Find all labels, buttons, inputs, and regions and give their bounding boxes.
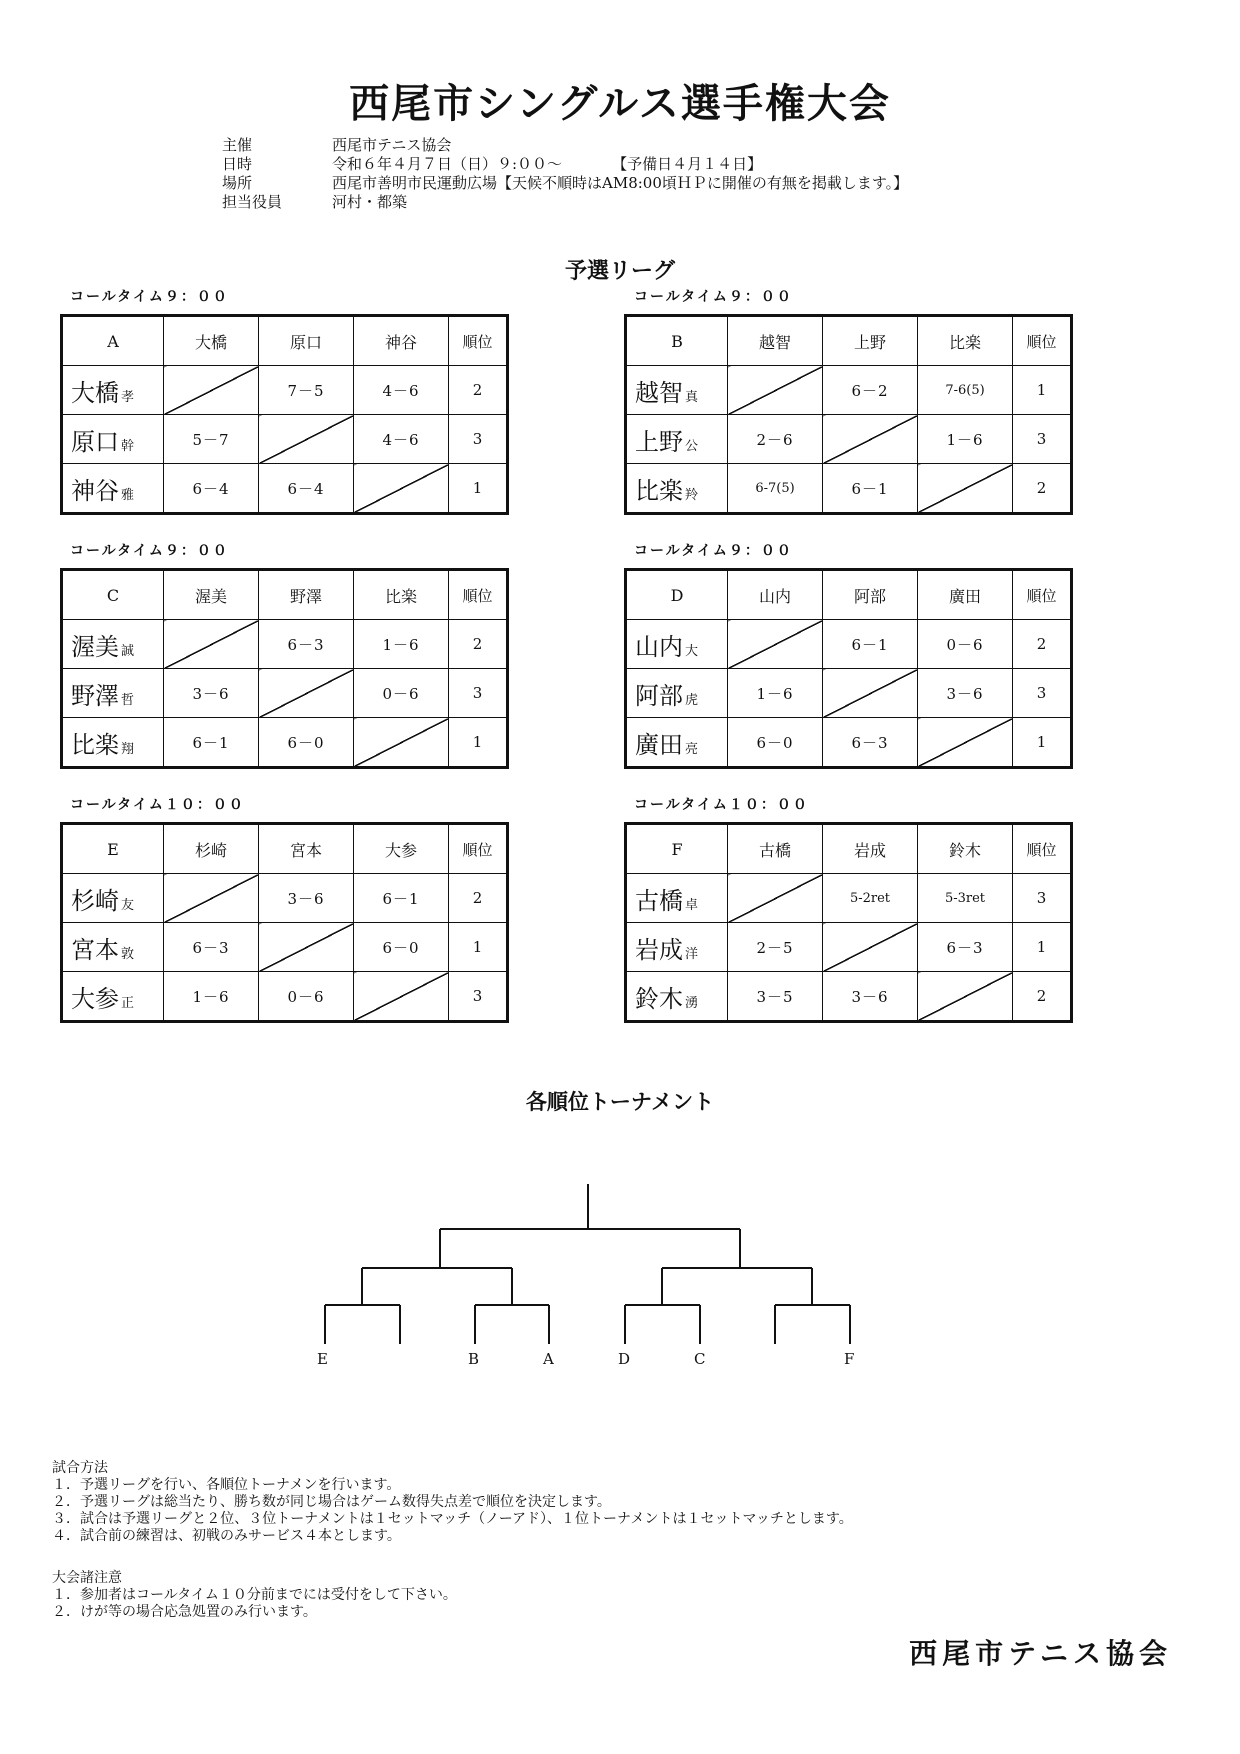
group-id: B <box>626 316 728 366</box>
player-given-name: 哲 <box>121 692 135 708</box>
table-row <box>626 972 1072 1022</box>
table-row <box>626 669 1072 718</box>
opponent-header: 大参 <box>354 824 449 874</box>
player-given-name: 公 <box>685 438 699 454</box>
info-value: 河村・都築 <box>332 193 408 211</box>
match-score: 6－1 <box>354 874 449 923</box>
player-name <box>62 669 164 718</box>
match-score: 6－0 <box>728 718 823 768</box>
info-organizer <box>222 136 908 155</box>
player-name <box>62 923 164 972</box>
opponent-header: 宮本 <box>259 824 354 874</box>
player-given-name: 翔 <box>121 741 135 757</box>
league-table-c <box>60 568 509 769</box>
rank-header: 順位 <box>449 570 508 620</box>
table-header-row <box>62 316 508 366</box>
player-family-name: 山内 <box>635 632 683 661</box>
player-rank: 3 <box>449 415 508 464</box>
match-score: 4－6 <box>354 366 449 415</box>
match-score: 6－3 <box>259 620 354 669</box>
player-family-name: 岩成 <box>635 935 683 964</box>
self-match-cell <box>728 620 823 669</box>
opponent-header: 廣田 <box>918 570 1013 620</box>
self-match-cell <box>259 415 354 464</box>
match-score: 6－4 <box>164 464 259 514</box>
player-given-name: 亮 <box>685 741 699 757</box>
match-score: 1－6 <box>164 972 259 1022</box>
player-rank: 2 <box>449 874 508 923</box>
player-given-name: 正 <box>121 995 135 1011</box>
player-name <box>62 415 164 464</box>
player-family-name: 原口 <box>71 427 119 456</box>
table-row <box>62 923 508 972</box>
match-score: 5－7 <box>164 415 259 464</box>
match-score: 6-7(5) <box>728 464 823 514</box>
calltime-label: コールタイム１０：００ <box>634 797 809 813</box>
player-family-name: 比楽 <box>71 730 119 759</box>
event-info <box>222 136 908 212</box>
match-score: 0－6 <box>354 669 449 718</box>
page-title: 西尾市シングルス選手権大会 <box>349 81 891 127</box>
match-score: 0－6 <box>918 620 1013 669</box>
tournament-title: 各順位トーナメント <box>525 1089 715 1114</box>
player-rank: 3 <box>1013 415 1072 464</box>
opponent-header: 阿部 <box>823 570 918 620</box>
player-name <box>626 669 728 718</box>
table-row <box>626 874 1072 923</box>
table-row <box>626 366 1072 415</box>
rules-title: 試合方法 <box>52 1460 108 1476</box>
player-rank: 3 <box>449 972 508 1022</box>
info-officials <box>222 193 908 212</box>
player-rank: 2 <box>449 620 508 669</box>
player-rank: 1 <box>449 464 508 514</box>
opponent-header: 鈴木 <box>918 824 1013 874</box>
opponent-header: 越智 <box>728 316 823 366</box>
league-table-d <box>624 568 1073 769</box>
table-row <box>62 874 508 923</box>
player-rank: 1 <box>1013 923 1072 972</box>
notices-section <box>52 1570 457 1621</box>
tournament-bracket <box>300 1184 880 1384</box>
player-rank: 2 <box>1013 972 1072 1022</box>
opponent-header: 野澤 <box>259 570 354 620</box>
player-name <box>626 972 728 1022</box>
player-rank: 2 <box>449 366 508 415</box>
opponent-header: 古橋 <box>728 824 823 874</box>
player-family-name: 上野 <box>635 427 683 456</box>
opponent-header: 比楽 <box>918 316 1013 366</box>
player-family-name: 野澤 <box>71 681 119 710</box>
match-score: 1－6 <box>354 620 449 669</box>
player-name <box>626 620 728 669</box>
info-label: 主催 <box>222 136 253 154</box>
self-match-cell <box>728 874 823 923</box>
player-name <box>62 620 164 669</box>
player-family-name: 阿部 <box>635 681 683 710</box>
info-label: 担当役員 <box>222 193 283 211</box>
player-family-name: 越智 <box>635 378 683 407</box>
table-row <box>62 669 508 718</box>
player-family-name: 宮本 <box>71 935 119 964</box>
player-name <box>62 972 164 1022</box>
notice-item: １．参加者はコールタイム１０分前までには受付をして下さい。 <box>52 1587 457 1603</box>
group-id: F <box>626 824 728 874</box>
player-rank: 2 <box>1013 620 1072 669</box>
bracket-slot-5: C <box>694 1350 706 1368</box>
table-header-row <box>62 570 508 620</box>
table-row <box>626 923 1072 972</box>
opponent-header: 岩成 <box>823 824 918 874</box>
match-score: 3－6 <box>259 874 354 923</box>
player-name <box>626 464 728 514</box>
organizer-signature: 西尾市テニス協会 <box>909 1637 1172 1670</box>
player-given-name: 虎 <box>685 692 699 708</box>
table-row <box>626 464 1072 514</box>
bracket-slot-1: E <box>317 1350 328 1368</box>
player-rank: 3 <box>1013 874 1072 923</box>
info-label: 場所 <box>222 174 253 192</box>
table-row <box>62 718 508 768</box>
rank-header: 順位 <box>1013 316 1072 366</box>
player-given-name: 湧 <box>685 995 699 1011</box>
player-name <box>62 366 164 415</box>
table-header-row <box>626 824 1072 874</box>
bracket-slot-4: D <box>618 1350 631 1368</box>
self-match-cell <box>918 718 1013 768</box>
table-row <box>626 415 1072 464</box>
player-given-name: 卓 <box>685 897 699 913</box>
player-family-name: 大参 <box>71 984 119 1013</box>
self-match-cell <box>164 366 259 415</box>
player-name <box>626 415 728 464</box>
match-score: 3－5 <box>728 972 823 1022</box>
match-score: 6－3 <box>823 718 918 768</box>
group-id: D <box>626 570 728 620</box>
notices-title: 大会諸注意 <box>52 1570 122 1586</box>
self-match-cell <box>918 972 1013 1022</box>
player-family-name: 大橋 <box>71 378 119 407</box>
match-score: 2－6 <box>728 415 823 464</box>
player-given-name: 雅 <box>121 487 135 503</box>
match-score: 4－6 <box>354 415 449 464</box>
player-given-name: 友 <box>121 897 135 913</box>
table-row <box>62 366 508 415</box>
table-row <box>62 464 508 514</box>
self-match-cell <box>164 874 259 923</box>
opponent-header: 原口 <box>259 316 354 366</box>
match-score: 6－0 <box>354 923 449 972</box>
table-row <box>626 620 1072 669</box>
group-id: A <box>62 316 164 366</box>
match-score: 6－3 <box>918 923 1013 972</box>
player-rank: 3 <box>449 669 508 718</box>
table-row <box>62 972 508 1022</box>
opponent-header: 大橋 <box>164 316 259 366</box>
player-family-name: 神谷 <box>71 476 119 505</box>
calltime-label: コールタイム９：００ <box>70 289 229 305</box>
player-given-name: 洋 <box>685 946 699 962</box>
self-match-cell <box>823 923 918 972</box>
match-score: 2－5 <box>728 923 823 972</box>
notice-item: ２．けが等の場合応急処置のみ行います。 <box>52 1604 317 1620</box>
league-table-b <box>624 314 1073 515</box>
player-given-name: 誠 <box>121 643 135 659</box>
player-rank: 2 <box>1013 464 1072 514</box>
table-header-row <box>626 316 1072 366</box>
calltime-label: コールタイム９：００ <box>634 289 793 305</box>
opponent-header: 神谷 <box>354 316 449 366</box>
match-score: 1－6 <box>728 669 823 718</box>
league-title: 予選リーグ <box>564 258 675 284</box>
player-given-name: 真 <box>685 389 699 405</box>
league-table-f <box>624 822 1073 1023</box>
match-score: 5-3ret <box>918 874 1013 923</box>
table-row <box>62 620 508 669</box>
table-row <box>62 415 508 464</box>
rank-header: 順位 <box>449 316 508 366</box>
match-score: 3－6 <box>918 669 1013 718</box>
player-family-name: 廣田 <box>635 730 683 759</box>
player-given-name: 大 <box>685 643 699 659</box>
match-score: 6－1 <box>164 718 259 768</box>
player-rank: 1 <box>1013 718 1072 768</box>
bracket-slot-3: A <box>543 1350 554 1368</box>
player-rank: 1 <box>449 718 508 768</box>
opponent-header: 渥美 <box>164 570 259 620</box>
player-name <box>626 718 728 768</box>
info-note: 【予備日４月１４日】 <box>612 155 763 173</box>
rule-item: １．予選リーグを行い、各順位トーナメンを行います。 <box>52 1477 401 1493</box>
bracket-slot-6: F <box>844 1350 855 1368</box>
self-match-cell <box>823 415 918 464</box>
player-name <box>62 874 164 923</box>
player-family-name: 比楽 <box>635 476 683 505</box>
player-name <box>626 874 728 923</box>
rule-item: ２．予選リーグは総当たり、勝ち数が同じ場合はゲーム数得失点差で順位を決定します。 <box>52 1494 611 1510</box>
player-given-name: 羚 <box>685 487 699 503</box>
player-rank: 3 <box>1013 669 1072 718</box>
opponent-header: 比楽 <box>354 570 449 620</box>
opponent-header: 山内 <box>728 570 823 620</box>
self-match-cell <box>354 972 449 1022</box>
self-match-cell <box>823 669 918 718</box>
match-score: 5-2ret <box>823 874 918 923</box>
league-table-a <box>60 314 509 515</box>
player-family-name: 渥美 <box>71 632 119 661</box>
match-score: 0－6 <box>259 972 354 1022</box>
match-score: 1－6 <box>918 415 1013 464</box>
match-score: 3－6 <box>164 669 259 718</box>
info-value: 西尾市善明市民運動広場【天候不順時はAM8:00頃ＨＰに開催の有無を掲載します。】 <box>332 174 909 192</box>
player-family-name: 杉崎 <box>71 886 119 915</box>
self-match-cell <box>259 923 354 972</box>
rank-header: 順位 <box>1013 824 1072 874</box>
self-match-cell <box>354 464 449 514</box>
match-score: 7－5 <box>259 366 354 415</box>
table-header-row <box>626 570 1072 620</box>
info-label: 日時 <box>222 155 253 173</box>
player-name <box>626 366 728 415</box>
player-given-name: 幹 <box>121 438 135 454</box>
opponent-header: 上野 <box>823 316 918 366</box>
match-score: 3－6 <box>823 972 918 1022</box>
player-given-name: 敦 <box>121 946 135 962</box>
match-score: 6－3 <box>164 923 259 972</box>
match-score: 6－2 <box>823 366 918 415</box>
self-match-cell <box>259 669 354 718</box>
table-row <box>626 718 1072 768</box>
self-match-cell <box>164 620 259 669</box>
player-family-name: 古橋 <box>635 886 683 915</box>
rank-header: 順位 <box>449 824 508 874</box>
rank-header: 順位 <box>1013 570 1072 620</box>
info-venue <box>222 174 908 193</box>
player-name <box>62 718 164 768</box>
player-name <box>62 464 164 514</box>
calltime-label: コールタイム１０：００ <box>70 797 245 813</box>
player-rank: 1 <box>449 923 508 972</box>
calltime-label: コールタイム９：００ <box>70 543 229 559</box>
self-match-cell <box>728 366 823 415</box>
self-match-cell <box>354 718 449 768</box>
player-given-name: 孝 <box>121 389 135 405</box>
match-score: 6－4 <box>259 464 354 514</box>
table-header-row <box>62 824 508 874</box>
player-rank: 1 <box>1013 366 1072 415</box>
group-id: C <box>62 570 164 620</box>
match-score: 6－1 <box>823 464 918 514</box>
info-value: 西尾市テニス協会 <box>332 136 452 154</box>
info-datetime <box>222 155 908 174</box>
info-value: 令和６年４月７日（日）９:００～ <box>332 155 563 173</box>
bracket-slot-2: B <box>468 1350 480 1368</box>
player-family-name: 鈴木 <box>635 984 683 1013</box>
rule-item: ４．試合前の練習は、初戦のみサービス４本とします。 <box>52 1528 401 1544</box>
player-name <box>626 923 728 972</box>
league-table-e <box>60 822 509 1023</box>
match-score: 7-6(5) <box>918 366 1013 415</box>
rules-section <box>52 1460 853 1545</box>
calltime-label: コールタイム９：００ <box>634 543 793 559</box>
match-score: 6－0 <box>259 718 354 768</box>
match-score: 6－1 <box>823 620 918 669</box>
self-match-cell <box>918 464 1013 514</box>
rule-item: ３．試合は予選リーグと２位、３位トーナメントは１セットマッチ（ノーアド）、１位トーナメントは１セットマッチとします。 <box>52 1511 853 1527</box>
group-id: E <box>62 824 164 874</box>
opponent-header: 杉崎 <box>164 824 259 874</box>
